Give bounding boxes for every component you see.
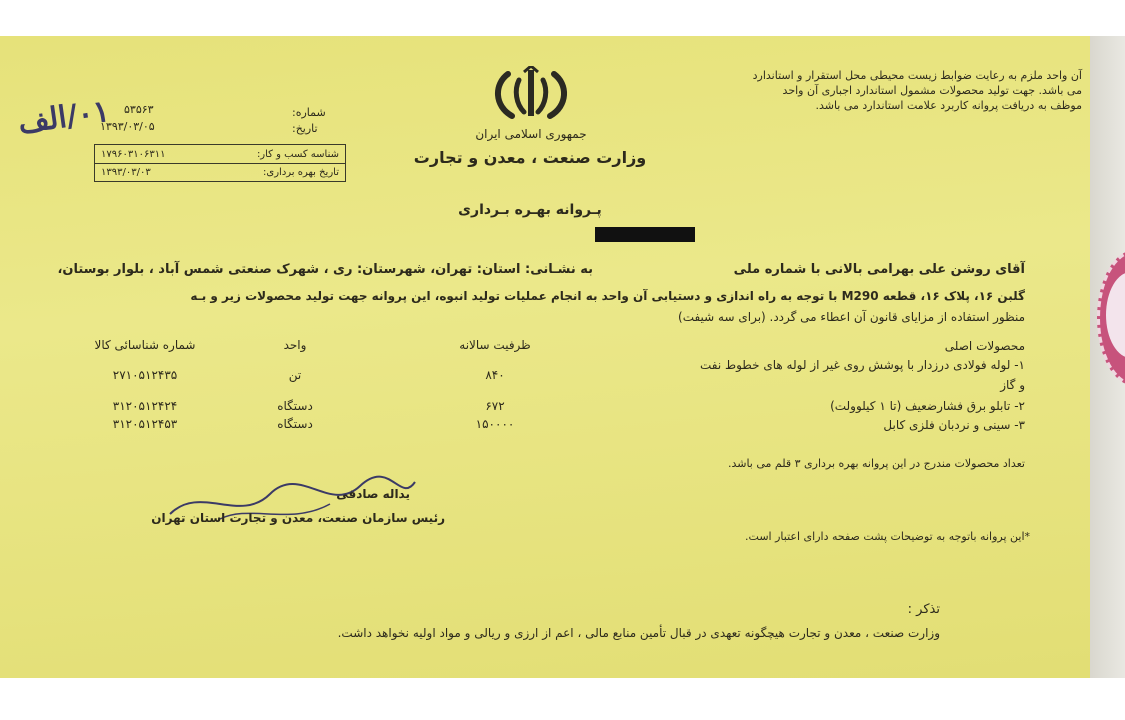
business-id-value: ۱۷۹۶۰۳۱۰۶۳۱۱: [101, 148, 166, 160]
handwritten-reference: ۰۱/الف: [16, 93, 112, 142]
operation-date-value: ۱۳۹۳/۰۳/۰۳: [101, 167, 151, 178]
iran-emblem-icon: [486, 66, 576, 122]
body-line-3: منظور استفاده از مزایای قانون آن اعطاء می گردد. (برای سه شیفت): [678, 310, 1025, 324]
reminder-text: وزارت صنعت ، معدن و تجارت هیچگونه تعهدی در قبال تأمین منابع مالی ، اعم از ارزی و ریالی و مواد اولیه نخواهد داشت.: [337, 626, 940, 640]
body-line-1a: آقای روشن علی بهرامی بالانی با شماره ملی: [733, 262, 1025, 277]
country-name: جمهوری اسلامی ایران: [475, 127, 587, 141]
operation-date-label: تاریخ بهره برداری:: [263, 167, 339, 178]
row-capacity: ۱۵۰۰۰۰: [475, 417, 515, 431]
body-line-2: گلبن ۱۶، پلاک ۱۶، قطعه M290 با توجه به راه اندازی و دستیابی آن واحد به انجام عملیات تولید انبوه، این پروانه جهت تولید محصولات زیر و بـه: [190, 289, 1025, 303]
row-product: ۳- سینی و نردبان فلزی کابل: [883, 418, 1025, 432]
row-code: ۲۷۱۰۵۱۲۴۳۵: [112, 368, 178, 382]
row-code: ۳۱۲۰۵۱۲۴۵۳: [112, 417, 178, 431]
row-capacity: ۸۴۰: [485, 368, 505, 382]
header-code: شماره شناسائی کالا: [94, 338, 196, 352]
row-unit: تن: [288, 368, 302, 382]
date-label: تاریخ:: [292, 122, 318, 135]
row-product-cont: و گاز: [1000, 378, 1025, 392]
document-title: پـروانه بهـره بـرداری: [458, 202, 602, 218]
ministry-name: وزارت صنعت ، معدن و تجارت: [413, 148, 647, 167]
reminder-label: تذکر :: [907, 602, 940, 617]
date-value: ۱۳۹۳/۰۳/۰۵: [100, 120, 155, 133]
signature-scribble: [160, 474, 420, 534]
header-capacity: ظرفیت سالانه: [459, 338, 531, 352]
header-unit: واحد: [283, 338, 307, 352]
notice-line: موظف به دریافت پروانه کاربرد علامت استاندارد می باشد.: [815, 99, 1082, 112]
business-id-label: شناسه کسب و کار:: [256, 148, 339, 160]
business-id-box: [94, 144, 346, 182]
notice-line: آن واحد ملزم به رعایت ضوابط زیست محیطی محل استقرار و استاندارد: [752, 69, 1082, 82]
product-count-note: تعداد محصولات مندرج در این پروانه بهره برداری ۳ قلم می باشد.: [727, 457, 1025, 470]
number-value: ۵۳۵۶۳: [124, 103, 154, 116]
row-product: ۱- لوله فولادی درزدار با پوشش روی غیر از لوله های خطوط نفت: [699, 358, 1025, 372]
row-code: ۳۱۲۰۵۱۲۴۲۴: [112, 399, 178, 413]
body-line-1b: به نشـانی: استان: تهران، شهرستان: ری ، شهرک صنعتی شمس آباد ، بلوار بوستان،: [57, 262, 593, 277]
number-label: شماره:: [292, 106, 326, 119]
permit-document: [0, 36, 1125, 678]
redacted-national-id: [595, 227, 695, 242]
row-unit: دستگاه: [277, 399, 313, 413]
notice-line: می باشد. جهت تولید محصولات مشمول استاندارد اجباری آن واحد: [782, 84, 1082, 97]
validity-note: *این پروانه باتوجه به توضیحات پشت صفحه دارای اعتبار است.: [745, 530, 1030, 543]
header-products: محصولات اصلی: [944, 339, 1025, 353]
top-right-notice: [680, 68, 1082, 113]
signer-name: یداله صادقی: [336, 487, 410, 501]
row-unit: دستگاه: [277, 417, 313, 431]
row-capacity: ۶۷۲: [485, 399, 505, 413]
signer-title: رئیس سازمان صنعت، معدن و تجارت استان تهران: [151, 511, 445, 525]
row-product: ۲- تابلو برق فشارضعیف (تا ۱ کیلوولت): [830, 399, 1025, 413]
